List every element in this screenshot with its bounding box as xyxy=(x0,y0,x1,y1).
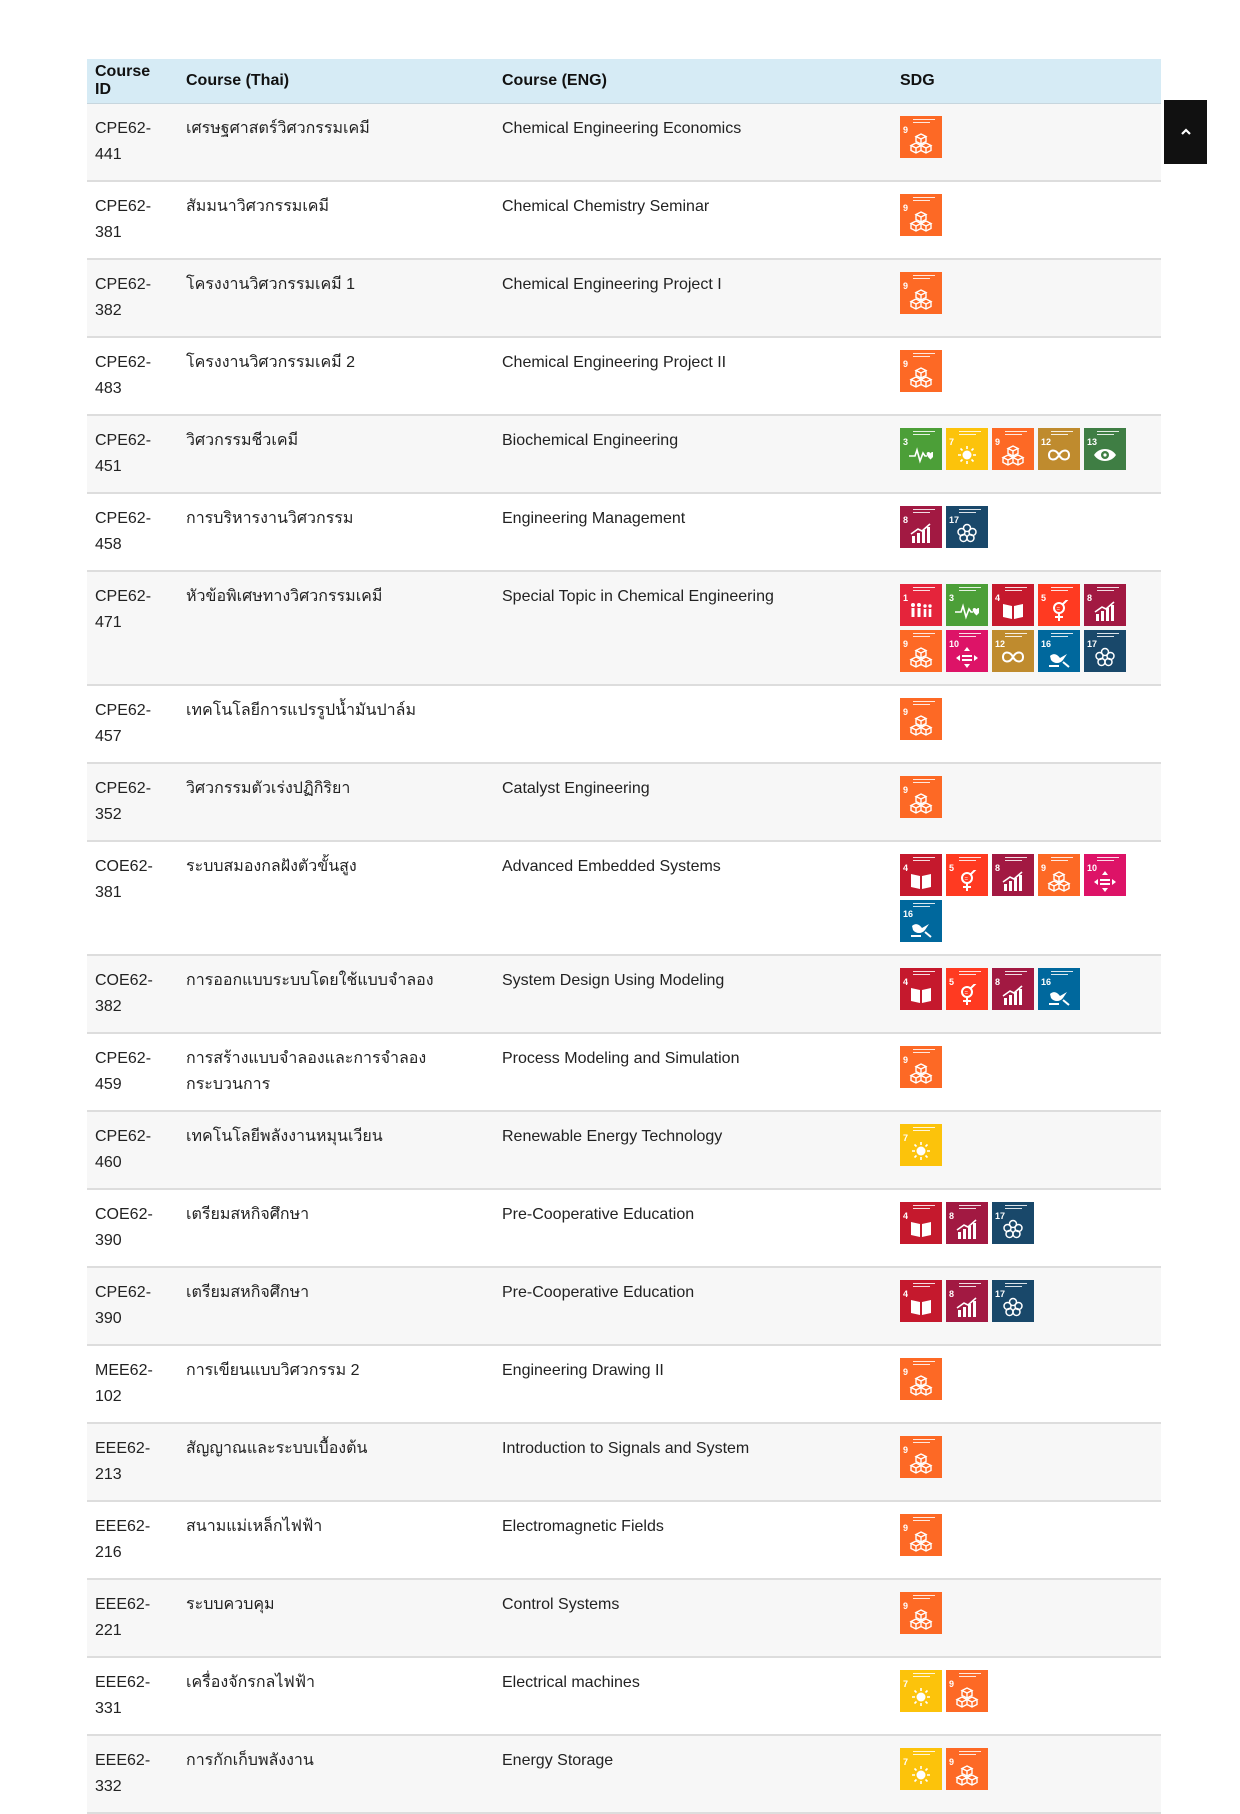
sdg-icon-group xyxy=(900,854,1140,942)
sdg-number: 7 xyxy=(903,1679,909,1689)
course-id-cell: CPE62-352 xyxy=(87,763,178,841)
course-id-cell: EEE62-216 xyxy=(87,1501,178,1579)
table-row xyxy=(87,841,1161,955)
sun-icon xyxy=(909,1764,933,1786)
sdg-5-gender-icon xyxy=(946,968,988,1010)
sdg-number: 4 xyxy=(903,1211,909,1221)
course-thai-cell: การกักเก็บพลังงาน xyxy=(178,1735,494,1813)
course-id-cell: CPE62-483 xyxy=(87,337,178,415)
sdg-4-book-icon xyxy=(900,1202,942,1244)
sdg-cell xyxy=(892,1111,1161,1189)
cubes-icon xyxy=(909,792,933,814)
sdg-number: 8 xyxy=(903,515,909,525)
sdg-number: 9 xyxy=(903,1445,909,1455)
sdg-icon-group xyxy=(900,1280,1140,1322)
sdg-cell xyxy=(892,181,1161,259)
sdg-icon-group xyxy=(900,272,1140,314)
flower-rings-icon xyxy=(1001,1218,1025,1240)
cubes-icon xyxy=(909,210,933,232)
course-thai-cell: โครงงานวิศวกรรมเคมี 2 xyxy=(178,337,494,415)
sdg-number: 9 xyxy=(949,1679,955,1689)
course-thai-cell: การเขียนแบบวิศวกรรม 2 xyxy=(178,1345,494,1423)
sdg-cell xyxy=(892,1423,1161,1501)
table-row xyxy=(87,1189,1161,1267)
sdg-number: 3 xyxy=(949,593,955,603)
course-id-cell: CPE62-382 xyxy=(87,259,178,337)
course-id-cell: COE62-381 xyxy=(87,841,178,955)
flower-rings-icon xyxy=(955,522,979,544)
sdg-12-infinity-icon xyxy=(1038,428,1080,470)
sdg-9-cubes-icon xyxy=(900,1046,942,1088)
equality-icon xyxy=(1093,870,1117,892)
growth-chart-icon xyxy=(1001,984,1025,1006)
sdg-cell xyxy=(892,337,1161,415)
sdg-9-cubes-icon xyxy=(1038,854,1080,896)
sdg-4-book-icon xyxy=(992,584,1034,626)
sdg-8-growth-chart-icon xyxy=(900,506,942,548)
sdg-9-cubes-icon xyxy=(946,1670,988,1712)
sdg-number: 9 xyxy=(903,281,909,291)
sdg-icon-group xyxy=(900,968,1140,1010)
course-eng-cell: Catalyst Engineering xyxy=(494,763,892,841)
book-icon xyxy=(909,984,933,1006)
sdg-number: 4 xyxy=(903,1289,909,1299)
sdg-number: 8 xyxy=(1087,593,1093,603)
sdg-number: 5 xyxy=(949,863,955,873)
table-row xyxy=(87,1111,1161,1189)
sdg-number: 10 xyxy=(949,639,960,649)
course-eng-cell: Renewable Energy Technology xyxy=(494,1111,892,1189)
sdg-8-growth-chart-icon xyxy=(1084,584,1126,626)
table-row xyxy=(87,763,1161,841)
sdg-number: 17 xyxy=(995,1289,1006,1299)
book-icon xyxy=(1001,600,1025,622)
sdg-number: 8 xyxy=(995,977,1001,987)
sdg-3-heartbeat-icon xyxy=(946,584,988,626)
sdg-cell xyxy=(892,1579,1161,1657)
course-id-cell: CPE62-441 xyxy=(87,104,178,182)
course-thai-cell: โครงงานวิศวกรรมเคมี 1 xyxy=(178,259,494,337)
sdg-7-sun-icon xyxy=(900,1748,942,1790)
cubes-icon xyxy=(909,1062,933,1084)
sdg-13-eye-earth-icon xyxy=(1084,428,1126,470)
course-eng-cell: Chemical Chemistry Seminar xyxy=(494,181,892,259)
sdg-8-growth-chart-icon xyxy=(992,968,1034,1010)
book-icon xyxy=(909,1218,933,1240)
sdg-number: 12 xyxy=(1041,437,1052,447)
sdg-number: 1 xyxy=(903,593,909,603)
sdg-9-cubes-icon xyxy=(900,1592,942,1634)
sdg-icon-group xyxy=(900,776,1140,818)
table-row xyxy=(87,1423,1161,1501)
course-thai-cell: เครื่องจักรกลไฟฟ้า xyxy=(178,1657,494,1735)
course-eng-cell: Engineering Drawing II xyxy=(494,1345,892,1423)
table-body xyxy=(87,104,1161,1814)
sdg-number: 8 xyxy=(949,1211,955,1221)
course-eng-cell: Introduction to Signals and System xyxy=(494,1423,892,1501)
sdg-4-book-icon xyxy=(900,854,942,896)
sdg-number: 9 xyxy=(903,1367,909,1377)
course-eng-cell: Chemical Engineering Economics xyxy=(494,104,892,182)
sdg-3-heartbeat-icon xyxy=(900,428,942,470)
table-header-row xyxy=(87,59,1161,104)
sdg-8-growth-chart-icon xyxy=(946,1202,988,1244)
course-eng-cell: Chemical Engineering Project I xyxy=(494,259,892,337)
sdg-number: 9 xyxy=(903,359,909,369)
heartbeat-icon xyxy=(955,600,979,622)
sdg-9-cubes-icon xyxy=(900,1514,942,1556)
cubes-icon xyxy=(909,1452,933,1474)
course-eng-cell: Electrical machines xyxy=(494,1657,892,1735)
course-eng-cell: Advanced Embedded Systems xyxy=(494,841,892,955)
course-eng-cell: Chemical Engineering Project II xyxy=(494,337,892,415)
sdg-icon-group xyxy=(900,1592,1140,1634)
course-eng-cell: Energy Storage xyxy=(494,1735,892,1813)
sdg-4-book-icon xyxy=(900,968,942,1010)
growth-chart-icon xyxy=(1093,600,1117,622)
sdg-icon-group xyxy=(900,698,1140,740)
course-eng-cell: Special Topic in Chemical Engineering xyxy=(494,571,892,685)
sdg-9-cubes-icon xyxy=(900,194,942,236)
course-eng-cell: Process Modeling and Simulation xyxy=(494,1033,892,1111)
table-row xyxy=(87,685,1161,763)
sdg-17-flower-rings-icon xyxy=(946,506,988,548)
sdg-number: 3 xyxy=(903,437,909,447)
course-id-cell: EEE62-221 xyxy=(87,1579,178,1657)
sdg-icon-group xyxy=(900,428,1140,470)
gender-icon xyxy=(955,870,979,892)
course-thai-cell: ระบบควบคุม xyxy=(178,1579,494,1657)
sdg-9-cubes-icon xyxy=(900,1358,942,1400)
growth-chart-icon xyxy=(955,1296,979,1318)
course-id-cell: CPE62-390 xyxy=(87,1267,178,1345)
table-row xyxy=(87,571,1161,685)
flower-rings-icon xyxy=(1001,1296,1025,1318)
course-thai-cell: สนามแม่เหล็กไฟฟ้า xyxy=(178,1501,494,1579)
sdg-9-cubes-icon xyxy=(900,272,942,314)
cubes-icon xyxy=(955,1686,979,1708)
sdg-10-equality-icon xyxy=(1084,854,1126,896)
course-id-cell: CPE62-458 xyxy=(87,493,178,571)
sdg-7-sun-icon xyxy=(946,428,988,470)
sdg-number: 9 xyxy=(1041,863,1047,873)
sun-icon xyxy=(955,444,979,466)
header-course-eng: Course (ENG) xyxy=(494,59,892,104)
equality-icon xyxy=(955,646,979,668)
cubes-icon xyxy=(909,1374,933,1396)
course-thai-cell: หัวข้อพิเศษทางวิศวกรรมเคมี xyxy=(178,571,494,685)
course-id-cell: CPE62-460 xyxy=(87,1111,178,1189)
course-eng-cell: Pre-Cooperative Education xyxy=(494,1189,892,1267)
cubes-icon xyxy=(1047,870,1071,892)
sdg-number: 17 xyxy=(1087,639,1098,649)
cubes-icon xyxy=(1001,444,1025,466)
course-thai-cell: เทคโนโลยีพลังงานหมุนเวียน xyxy=(178,1111,494,1189)
course-eng-cell: Biochemical Engineering xyxy=(494,415,892,493)
course-thai-cell: เศรษฐศาสตร์วิศวกรรมเคมี xyxy=(178,104,494,182)
course-id-cell: CPE62-459 xyxy=(87,1033,178,1111)
sdg-number: 12 xyxy=(995,639,1006,649)
header-sdg: SDG xyxy=(892,59,1161,104)
table-row xyxy=(87,493,1161,571)
sdg-5-gender-icon xyxy=(1038,584,1080,626)
table-row xyxy=(87,337,1161,415)
sun-icon xyxy=(909,1140,933,1162)
book-icon xyxy=(909,870,933,892)
sdg-9-cubes-icon xyxy=(900,1436,942,1478)
sdg-cell xyxy=(892,1735,1161,1813)
sdg-9-cubes-icon xyxy=(900,698,942,740)
sdg-10-equality-icon xyxy=(946,630,988,672)
sdg-number: 13 xyxy=(1087,437,1098,447)
people-icon xyxy=(909,600,933,622)
table-row xyxy=(87,1267,1161,1345)
course-id-cell: CPE62-381 xyxy=(87,181,178,259)
sdg-17-flower-rings-icon xyxy=(1084,630,1126,672)
course-thai-cell: ระบบสมองกลฝังตัวขั้นสูง xyxy=(178,841,494,955)
course-eng-cell: Electromagnetic Fields xyxy=(494,1501,892,1579)
course-id-cell: CPE62-457 xyxy=(87,685,178,763)
sdg-number: 10 xyxy=(1087,863,1098,873)
course-thai-cell: การบริหารงานวิศวกรรม xyxy=(178,493,494,571)
sdg-number: 9 xyxy=(949,1757,955,1767)
book-icon xyxy=(909,1296,933,1318)
course-id-cell: EEE62-213 xyxy=(87,1423,178,1501)
sdg-cell xyxy=(892,1501,1161,1579)
course-thai-cell: เตรียมสหกิจศึกษา xyxy=(178,1189,494,1267)
sdg-number: 7 xyxy=(903,1133,909,1143)
cubes-icon xyxy=(909,132,933,154)
table-row xyxy=(87,1735,1161,1813)
sdg-9-cubes-icon xyxy=(992,428,1034,470)
svg-text:=: = xyxy=(1056,606,1061,613)
sdg-icon-group xyxy=(900,506,1140,548)
sdg-cell xyxy=(892,955,1161,1033)
sdg-cell xyxy=(892,1189,1161,1267)
course-eng-cell: Control Systems xyxy=(494,1579,892,1657)
sdg-number: 9 xyxy=(903,1601,909,1611)
sdg-number: 7 xyxy=(949,437,955,447)
course-id-cell: EEE62-332 xyxy=(87,1735,178,1813)
table-row xyxy=(87,1657,1161,1735)
sdg-cell xyxy=(892,259,1161,337)
sdg-9-cubes-icon xyxy=(900,776,942,818)
course-id-cell: COE62-390 xyxy=(87,1189,178,1267)
sdg-cell xyxy=(892,571,1161,685)
scroll-to-top-button[interactable] xyxy=(1164,100,1207,164)
growth-chart-icon xyxy=(955,1218,979,1240)
sdg-cell xyxy=(892,1033,1161,1111)
course-id-cell: COE62-382 xyxy=(87,955,178,1033)
course-id-cell: MEE62-102 xyxy=(87,1345,178,1423)
course-id-cell: CPE62-471 xyxy=(87,571,178,685)
sdg-number: 16 xyxy=(903,909,914,919)
table-row xyxy=(87,104,1161,182)
course-thai-cell: การสร้างแบบจำลองและการจำลองกระบวนการ xyxy=(178,1033,494,1111)
sdg-cell xyxy=(892,104,1161,182)
course-eng-cell xyxy=(494,685,892,763)
sdg-number: 17 xyxy=(995,1211,1006,1221)
table-row xyxy=(87,955,1161,1033)
sdg-icon-group xyxy=(900,1358,1140,1400)
sdg-cell xyxy=(892,685,1161,763)
gender-icon xyxy=(1047,600,1071,622)
cubes-icon xyxy=(909,288,933,310)
course-sdg-table xyxy=(87,59,1161,1814)
gender-icon xyxy=(955,984,979,1006)
sdg-number: 7 xyxy=(903,1757,909,1767)
sdg-number: 9 xyxy=(995,437,1001,447)
course-thai-cell: วิศวกรรมตัวเร่งปฏิกิริยา xyxy=(178,763,494,841)
sdg-17-flower-rings-icon xyxy=(992,1202,1034,1244)
growth-chart-icon xyxy=(909,522,933,544)
sdg-cell xyxy=(892,415,1161,493)
dove-gavel-icon xyxy=(909,916,933,938)
sdg-number: 9 xyxy=(903,203,909,213)
sdg-cell xyxy=(892,1267,1161,1345)
chevron-up-icon xyxy=(1181,128,1191,136)
cubes-icon xyxy=(909,646,933,668)
header-course-thai: Course (Thai) xyxy=(178,59,494,104)
sdg-number: 8 xyxy=(949,1289,955,1299)
sdg-cell xyxy=(892,841,1161,955)
sdg-number: 9 xyxy=(903,785,909,795)
growth-chart-icon xyxy=(1001,870,1025,892)
cubes-icon xyxy=(909,714,933,736)
infinity-icon xyxy=(1047,444,1071,466)
sdg-9-cubes-icon xyxy=(900,630,942,672)
course-id-cell: CPE62-451 xyxy=(87,415,178,493)
sdg-icon-group xyxy=(900,1514,1140,1556)
course-eng-cell: System Design Using Modeling xyxy=(494,955,892,1033)
sdg-4-book-icon xyxy=(900,1280,942,1322)
table-row xyxy=(87,1501,1161,1579)
sdg-number: 9 xyxy=(903,707,909,717)
sdg-8-growth-chart-icon xyxy=(946,1280,988,1322)
sdg-cell xyxy=(892,1657,1161,1735)
course-thai-cell: สัญญาณและระบบเบื้องต้น xyxy=(178,1423,494,1501)
sdg-9-cubes-icon xyxy=(900,350,942,392)
course-thai-cell: เทคโนโลยีการแปรรูปน้ำมันปาล์ม xyxy=(178,685,494,763)
infinity-icon xyxy=(1001,646,1025,668)
dove-gavel-icon xyxy=(1047,984,1071,1006)
sdg-16-dove-gavel-icon xyxy=(1038,968,1080,1010)
eye-earth-icon xyxy=(1093,444,1117,466)
cubes-icon xyxy=(955,1764,979,1786)
sdg-number: 9 xyxy=(903,1523,909,1533)
sdg-cell xyxy=(892,1345,1161,1423)
sdg-number: 16 xyxy=(1041,639,1052,649)
dove-gavel-icon xyxy=(1047,646,1071,668)
sdg-number: 4 xyxy=(995,593,1001,603)
sdg-icon-group xyxy=(900,1670,1140,1712)
sdg-number: 9 xyxy=(903,125,909,135)
cubes-icon xyxy=(909,366,933,388)
course-thai-cell: สัมมนาวิศวกรรมเคมี xyxy=(178,181,494,259)
sdg-number: 5 xyxy=(949,977,955,987)
sdg-5-gender-icon xyxy=(946,854,988,896)
table-row xyxy=(87,415,1161,493)
sdg-cell xyxy=(892,763,1161,841)
sdg-17-flower-rings-icon xyxy=(992,1280,1034,1322)
table-row xyxy=(87,1345,1161,1423)
course-thai-cell: เตรียมสหกิจศึกษา xyxy=(178,1267,494,1345)
sdg-7-sun-icon xyxy=(900,1124,942,1166)
svg-text:=: = xyxy=(964,876,969,883)
header-course-id: Course ID xyxy=(87,59,178,104)
course-eng-cell: Pre-Cooperative Education xyxy=(494,1267,892,1345)
heartbeat-icon xyxy=(909,444,933,466)
sdg-icon-group xyxy=(900,1046,1140,1088)
sdg-icon-group xyxy=(900,116,1140,158)
table-row xyxy=(87,259,1161,337)
table-row xyxy=(87,181,1161,259)
flower-rings-icon xyxy=(1093,646,1117,668)
svg-text:=: = xyxy=(964,990,969,997)
course-thai-cell: วิศวกรรมชีวเคมี xyxy=(178,415,494,493)
cubes-icon xyxy=(909,1530,933,1552)
sdg-icon-group xyxy=(900,1748,1140,1790)
sdg-1-people-icon xyxy=(900,584,942,626)
table-row xyxy=(87,1033,1161,1111)
sdg-number: 9 xyxy=(903,1055,909,1065)
sdg-9-cubes-icon xyxy=(900,116,942,158)
sdg-7-sun-icon xyxy=(900,1670,942,1712)
sdg-number: 5 xyxy=(1041,593,1047,603)
course-table-container xyxy=(87,59,1161,1814)
sdg-number: 9 xyxy=(903,639,909,649)
sdg-icon-group xyxy=(900,1124,1140,1166)
sdg-12-infinity-icon xyxy=(992,630,1034,672)
sdg-icon-group xyxy=(900,584,1140,672)
course-thai-cell: การออกแบบระบบโดยใช้แบบจำลอง xyxy=(178,955,494,1033)
sdg-icon-group xyxy=(900,194,1140,236)
course-eng-cell: Engineering Management xyxy=(494,493,892,571)
sdg-number: 8 xyxy=(995,863,1001,873)
sdg-9-cubes-icon xyxy=(946,1748,988,1790)
cubes-icon xyxy=(909,1608,933,1630)
sdg-16-dove-gavel-icon xyxy=(1038,630,1080,672)
sdg-number: 4 xyxy=(903,977,909,987)
sdg-8-growth-chart-icon xyxy=(992,854,1034,896)
sdg-number: 17 xyxy=(949,515,960,525)
course-id-cell: EEE62-331 xyxy=(87,1657,178,1735)
sdg-icon-group xyxy=(900,1436,1140,1478)
sun-icon xyxy=(909,1686,933,1708)
sdg-number: 4 xyxy=(903,863,909,873)
table-row xyxy=(87,1579,1161,1657)
sdg-16-dove-gavel-icon xyxy=(900,900,942,942)
sdg-cell xyxy=(892,493,1161,571)
sdg-icon-group xyxy=(900,1202,1140,1244)
sdg-icon-group xyxy=(900,350,1140,392)
sdg-number: 16 xyxy=(1041,977,1052,987)
